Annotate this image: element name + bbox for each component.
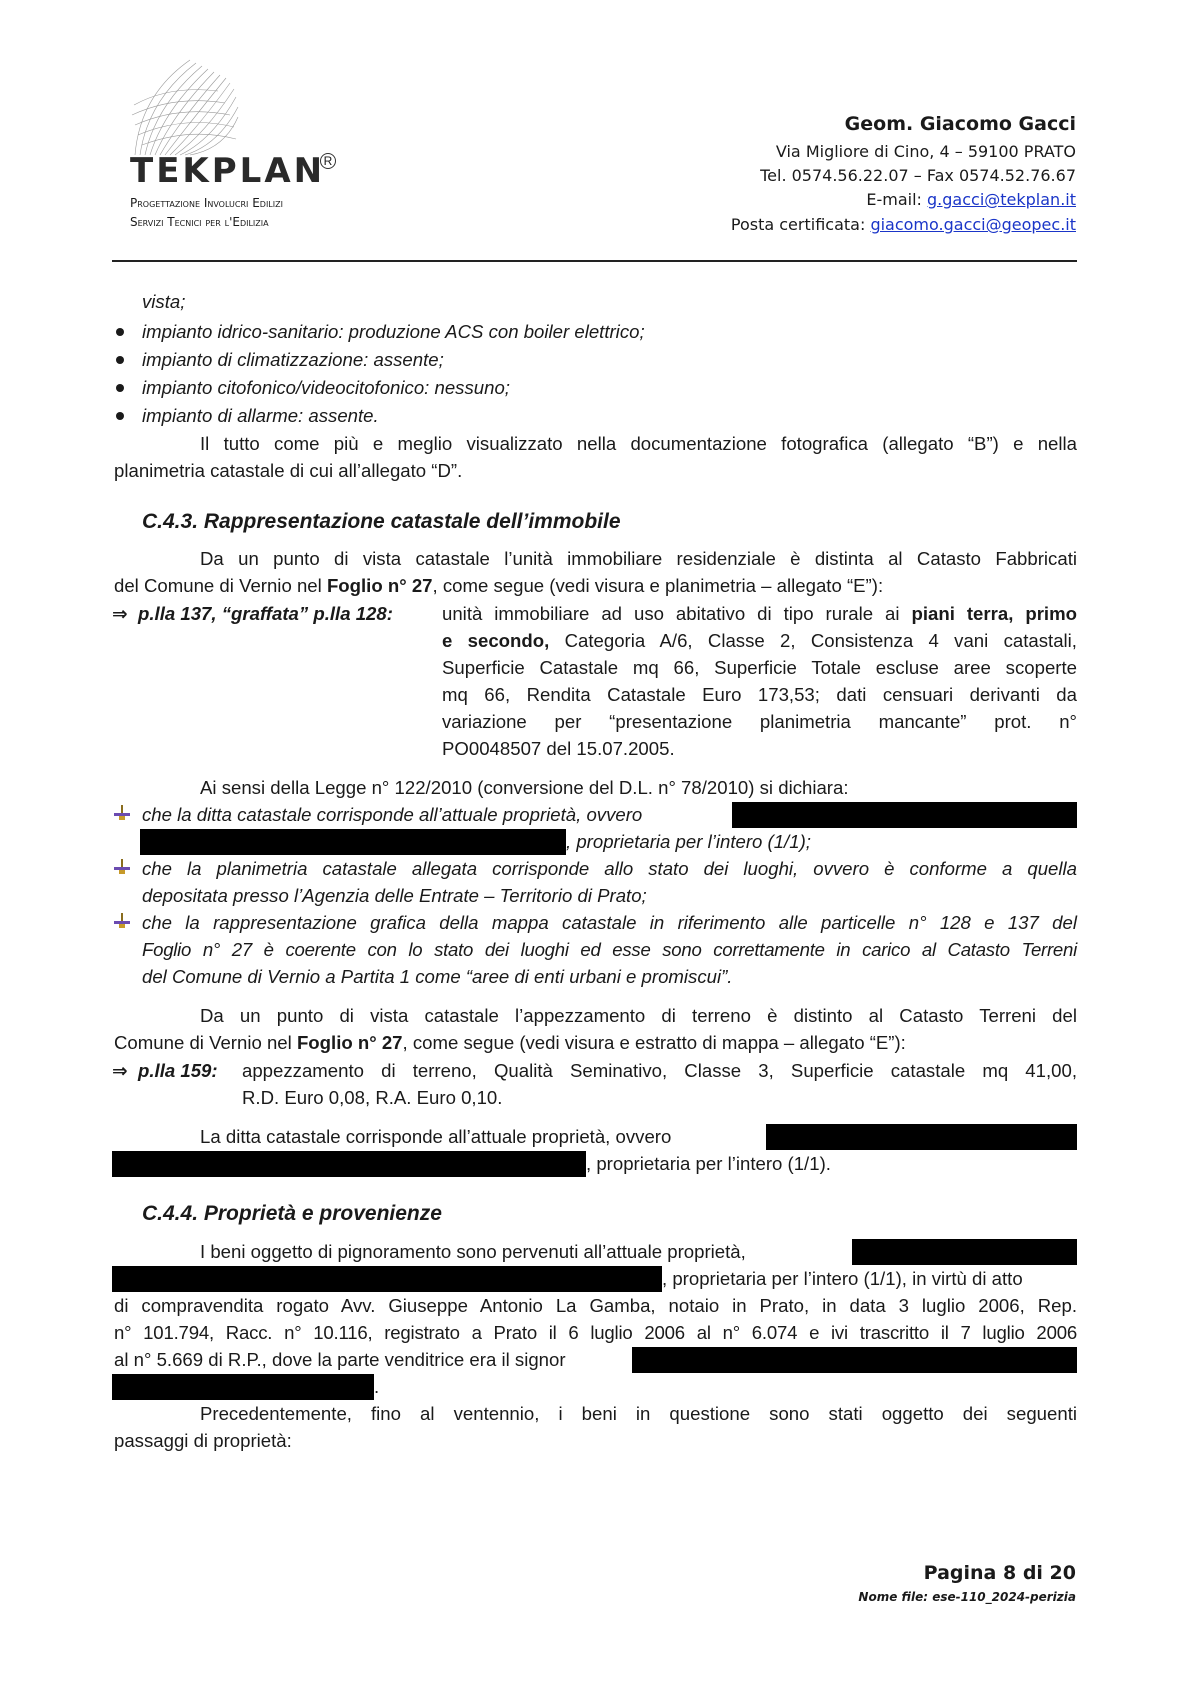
paragraph-line: Da un punto di vista catastale l’unità immobiliare residenziale è distinta al Catasto Fabbricati <box>200 548 1077 569</box>
bullet-dot <box>116 384 124 392</box>
paragraph-line: Precedentemente, fino al ventennio, i beni in questione sono stati oggetto dei seguenti <box>200 1403 1077 1424</box>
arrow-icon: ⇒ <box>112 603 128 624</box>
parcel-desc-line: unità immobiliare ad uso abitativo di tipo rurale ai piani terra, primo <box>442 603 1077 624</box>
parcel-desc-line: mq 66, Rendita Catastale Euro 173,53; dati censuari derivanti da <box>442 684 1077 705</box>
declaration-line: , proprietaria per l’intero (1/1); <box>566 831 811 852</box>
logo-tagline-2: Servizi Tecnici per l'Edilizia <box>130 215 269 229</box>
paragraph-line: Da un punto di vista catastale l’appezzamento di terreno è distinto al Catasto Terreni del <box>200 1005 1077 1026</box>
paragraph-line: I beni oggetto di pignoramento sono pervenuti all’attuale proprietà, <box>200 1241 746 1262</box>
header-pec-line <box>731 215 1076 234</box>
header-email-line <box>866 190 1076 209</box>
declaration-line: che la planimetria catastale allegata corrisponde allo stato dei luoghi, ovvero è conforme a quella <box>142 858 1077 879</box>
redacted-block <box>112 1151 586 1177</box>
paragraph-line: di compravendita rogato Avv. Giuseppe Antonio La Gamba, notaio in Prato, in data 3 luglio 2006, Rep. <box>114 1295 1077 1316</box>
intro-paragraph-line: planimetria catastale di cui all’allegato “D”. <box>114 460 463 481</box>
redacted-block <box>766 1124 1077 1150</box>
pushpin-bullet-icon <box>114 805 130 823</box>
intro-paragraph-line: Il tutto come più e meglio visualizzato nella documentazione fotografica (allegato “B”) e nella <box>200 433 1077 454</box>
registered-mark: R <box>320 153 336 169</box>
declaration-line: depositata presso l’Agenzia delle Entrate – Territorio di Prato; <box>142 885 647 906</box>
parcel-label: p.lla 159: <box>138 1060 218 1081</box>
logo-wordmark: TEKPLAN <box>130 151 326 191</box>
paragraph-line: . <box>374 1376 380 1397</box>
redacted-block <box>140 829 566 855</box>
parcel-desc-line: R.D. Euro 0,08, R.A. Euro 0,10. <box>242 1087 503 1108</box>
parcel-desc-line: Superficie Catastale mq 66, Superficie Totale escluse aree scoperte <box>442 657 1077 678</box>
redacted-block <box>112 1266 662 1292</box>
logo-tagline-1: Progettazione Involucri Edilizi <box>130 196 283 210</box>
header-divider <box>112 260 1077 262</box>
bullet-dot <box>116 356 124 364</box>
declaration-line: che la rappresentazione grafica della mappa catastale in riferimento alle particelle n° 128 e 137 del <box>142 912 1077 933</box>
paragraph-line: La ditta catastale corrisponde all’attuale proprietà, ovvero <box>200 1126 672 1147</box>
redacted-block <box>852 1239 1077 1265</box>
parcel-label: p.lla 137, “graffata” p.lla 128: <box>138 603 393 624</box>
redacted-block <box>732 802 1077 828</box>
header-address: Via Migliore di Cino, 4 – 59100 PRATO <box>775 142 1076 161</box>
email-label: E-mail: <box>866 190 928 209</box>
redacted-block <box>112 1374 374 1400</box>
parcel-desc-line: PO0048507 del 15.07.2005. <box>442 738 675 759</box>
declaration-line: del Comune di Vernio a Partita 1 come “aree di enti urbani e promiscui”. <box>142 966 733 987</box>
paragraph-line: Ai sensi della Legge n° 122/2010 (conversione del D.L. n° 78/2010) si dichiara: <box>200 777 849 798</box>
bullet-dot <box>116 328 124 336</box>
pushpin-bullet-icon <box>114 859 130 877</box>
pec-link[interactable]: giacomo.gacci@geopec.it <box>870 215 1076 234</box>
paragraph-line: del Comune di Vernio nel Foglio n° 27, come segue (vedi visura e planimetria – allegato “E”): <box>114 575 884 596</box>
paragraph-line: , proprietaria per l’intero (1/1). <box>586 1153 831 1174</box>
paragraph-line: al n° 5.669 di R.P., dove la parte venditrice era il signor <box>114 1349 566 1370</box>
list-item: impianto di climatizzazione: assente; <box>142 349 444 370</box>
list-item: impianto idrico-sanitario: produzione ACS con boiler elettrico; <box>142 321 645 342</box>
paragraph-line: , proprietaria per l’intero (1/1), in virtù di atto <box>662 1268 1023 1289</box>
email-link[interactable]: g.gacci@tekplan.it <box>927 190 1076 209</box>
paragraph-line: passaggi di proprietà: <box>114 1430 292 1451</box>
arrow-icon: ⇒ <box>112 1060 128 1081</box>
redacted-block <box>632 1347 1077 1373</box>
parcel-desc-line: variazione per “presentazione planimetria mancante” prot. n° <box>442 711 1077 732</box>
header-name: Geom. Giacomo Gacci <box>844 113 1076 135</box>
pec-label: Posta certificata: <box>730 215 871 234</box>
parcel-desc-line: appezzamento di terreno, Qualità Seminativo, Classe 3, Superficie catastale mq 41,00, <box>242 1060 1077 1081</box>
section-heading: C.4.3. Rappresentazione catastale dell’immobile <box>142 510 621 533</box>
paragraph-line: n° 101.794, Racc. n° 10.116, registrato a Prato il 6 luglio 2006 al n° 6.074 e ivi trascritto il 7 luglio 2006 <box>114 1322 1077 1343</box>
bullet-dot <box>116 412 124 420</box>
parcel-desc-line: e secondo, Categoria A/6, Classe 2, Consistenza 4 vani catastali, <box>442 630 1077 651</box>
list-item: impianto citofonico/videocitofonico: nessuno; <box>142 377 510 398</box>
page-number: Pagina 8 di 20 <box>923 1562 1076 1584</box>
logo-wave-graphic <box>130 55 240 165</box>
paragraph-line: Comune di Vernio nel Foglio n° 27, come segue (vedi visura e estratto di mappa – allegato “E”): <box>114 1032 906 1053</box>
header-phone: Tel. 0574.56.22.07 – Fax 0574.52.76.67 <box>760 166 1076 185</box>
continuation-text: vista; <box>142 291 186 312</box>
section-heading: C.4.4. Proprietà e provenienze <box>142 1202 442 1225</box>
declaration-line: Foglio n° 27 è coerente con lo stato dei luoghi ed esse sono correttamente in carico al Catasto Terreni <box>142 939 1077 960</box>
list-item: impianto di allarme: assente. <box>142 405 379 426</box>
company-logo <box>130 55 360 229</box>
pushpin-bullet-icon <box>114 913 130 931</box>
file-name: Nome file: ese-110_2024-perizia <box>858 1590 1076 1604</box>
declaration-line: che la ditta catastale corrisponde all’attuale proprietà, ovvero <box>142 804 643 825</box>
